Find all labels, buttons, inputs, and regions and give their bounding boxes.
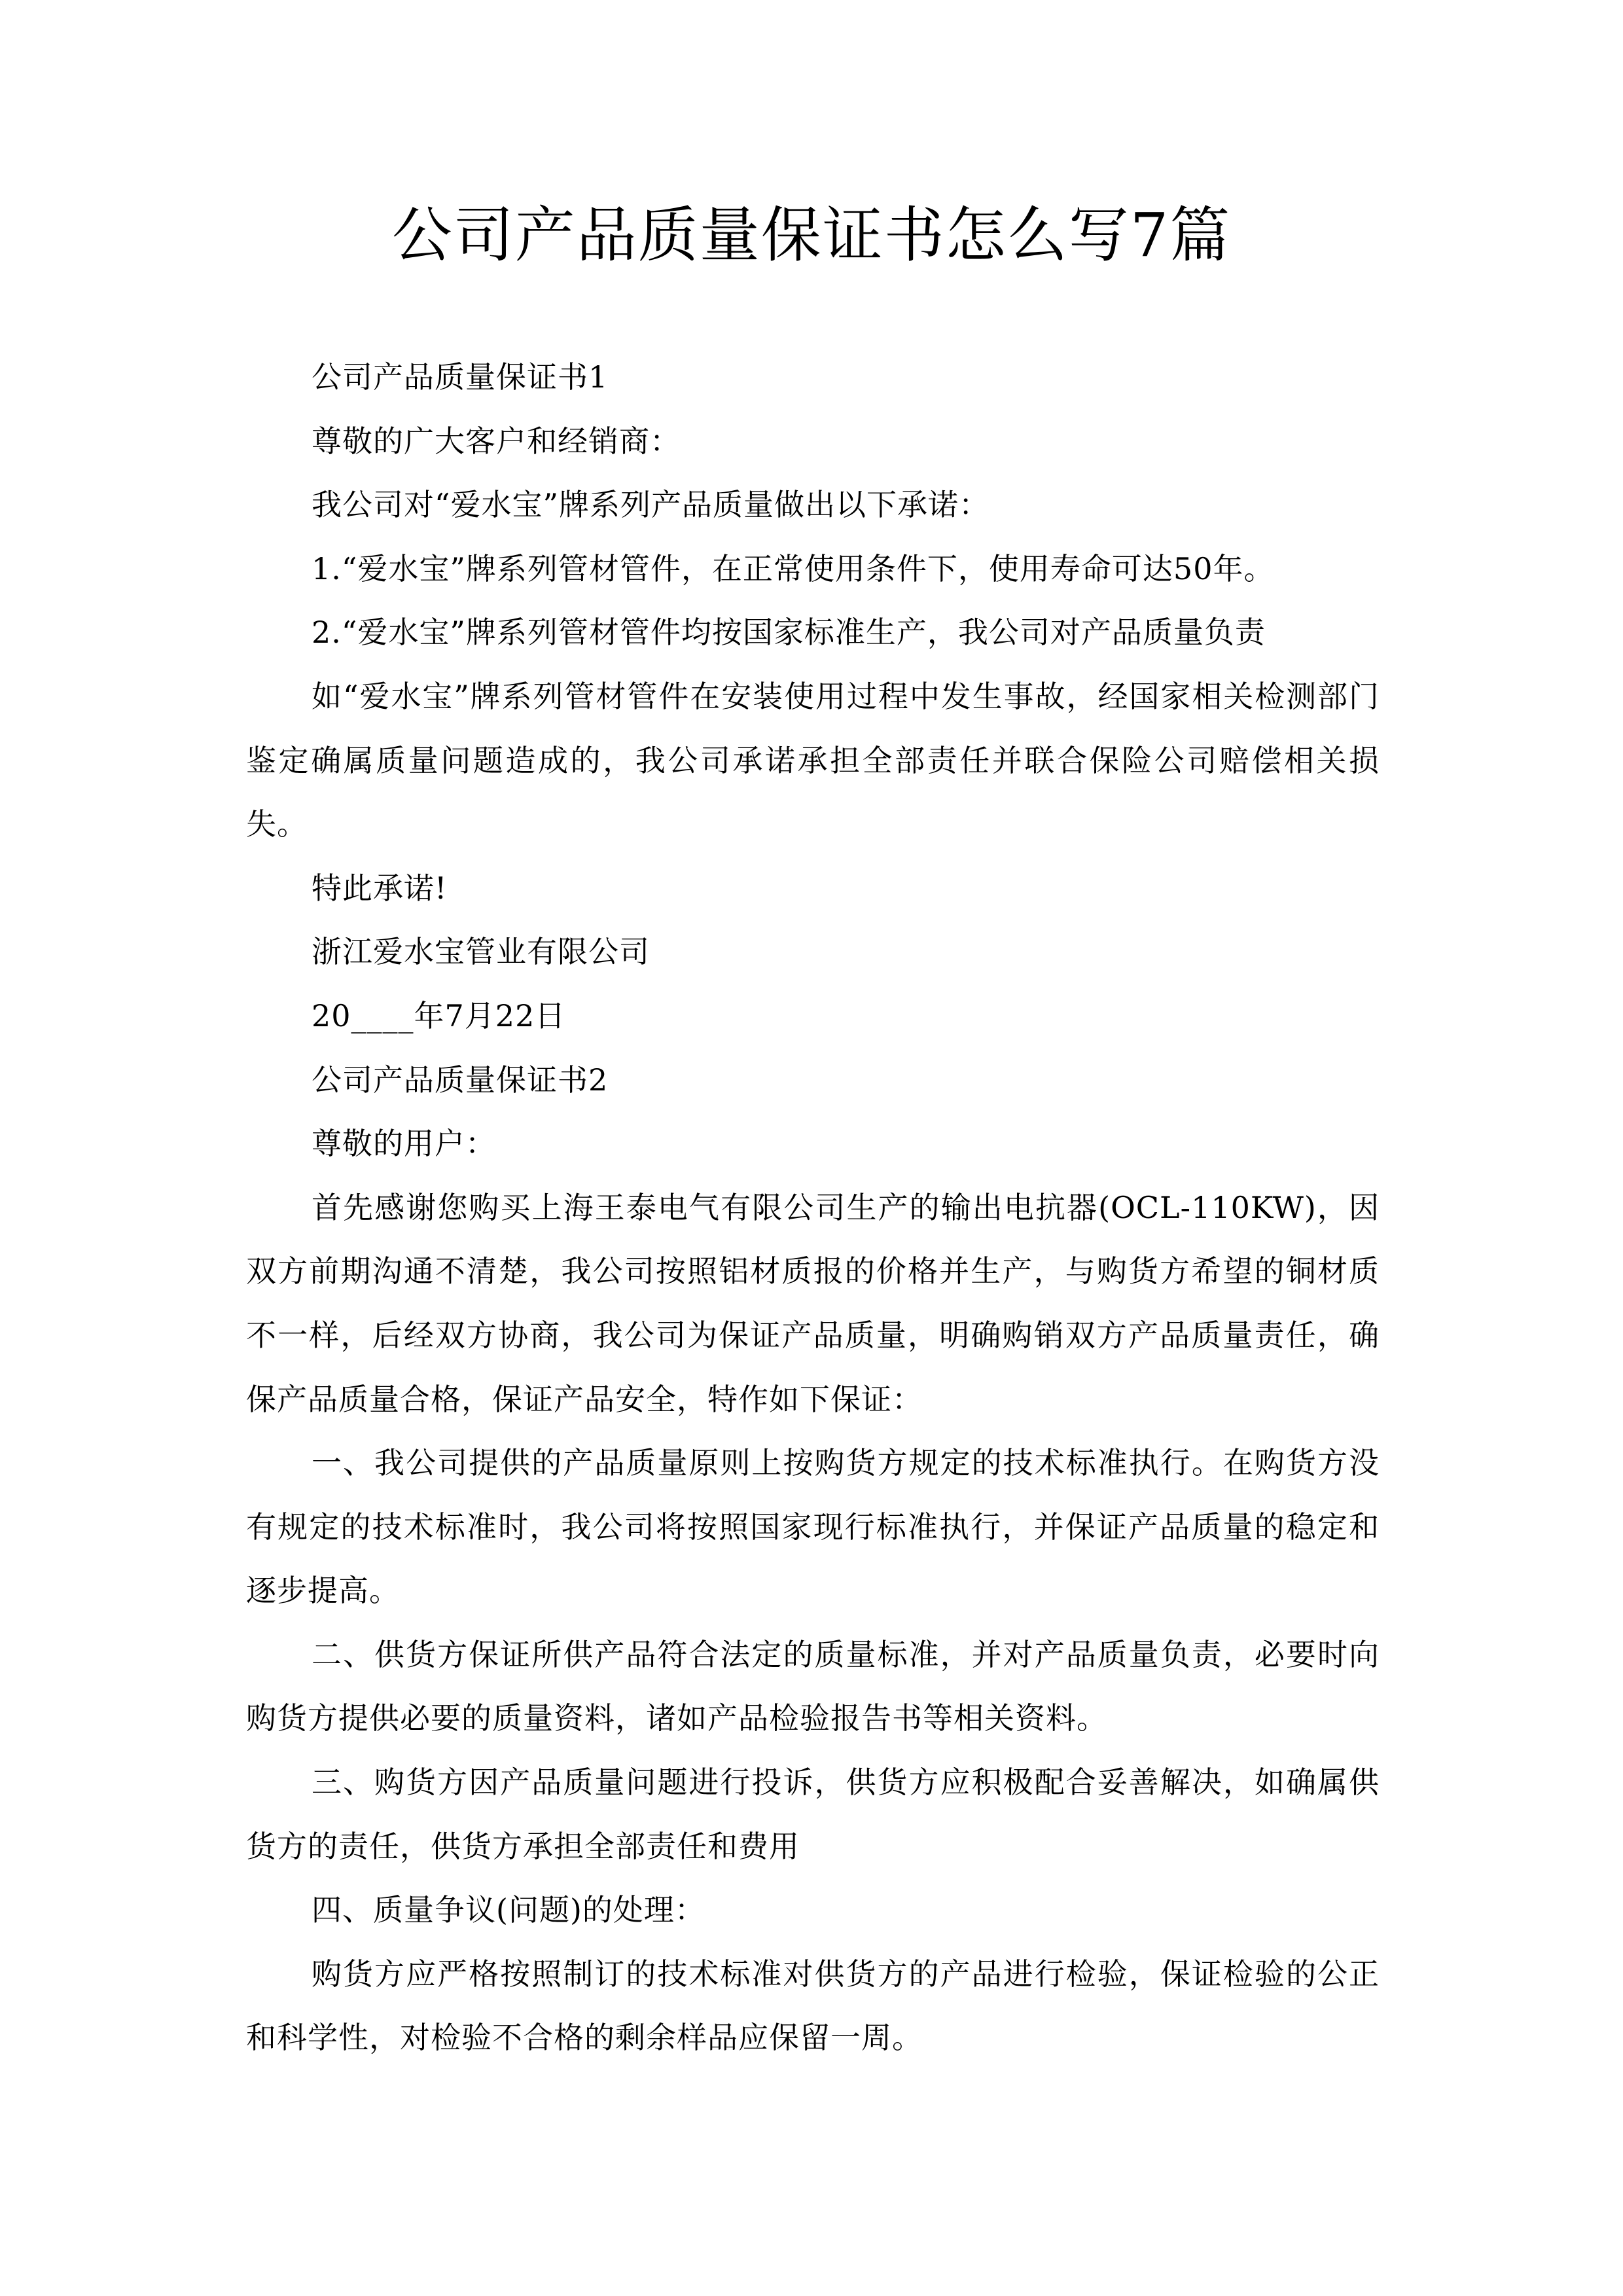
salutation: 尊敬的用户： — [312, 1126, 496, 1162]
list-item: 1.“爱水宝”牌系列管材管件，在正常使用条件下，使用寿命可达50年。 — [312, 550, 1275, 586]
section-heading-1: 公司产品质量保证书1 — [312, 359, 609, 395]
clause-2: 二、供货方保证所供产品符合法定的质量标准，并对产品质量负责，必要时向购货方提供必要的质量资料，诸如产品检验报告书等相关资料。 — [246, 1636, 1380, 1736]
closing: 特此承诺! — [312, 870, 448, 906]
paragraph: 我公司对“爱水宝”牌系列产品质量做出以下承诺： — [312, 487, 990, 523]
signature-date: 20____年7月22日 — [312, 997, 566, 1033]
paragraph: 购货方应严格按照制订的技术标准对供货方的产品进行检验，保证检验的公正和科学性，对检验不合格的剩余样品应保留一周。 — [246, 1956, 1380, 2056]
salutation: 尊敬的广大客户和经销商： — [312, 423, 681, 459]
document-body — [246, 346, 1380, 2070]
clause-4-heading: 四、质量争议(问题)的处理： — [312, 1892, 705, 1928]
signature-company: 浙江爱水宝管业有限公司 — [312, 934, 650, 970]
list-item: 2.“爱水宝”牌系列管材管件均按国家标准生产，我公司对产品质量负责 — [312, 615, 1266, 651]
section-heading-2: 公司产品质量保证书2 — [312, 1062, 609, 1098]
paragraph: 如“爱水宝”牌系列管材管件在安装使用过程中发生事故，经国家相关检测部门鉴定确属质量问题造成的，我公司承诺承担全部责任并联合保险公司赔偿相关损失。 — [246, 678, 1380, 842]
document-title: 公司产品质量保证书怎么写7篇 — [391, 200, 1232, 270]
clause-1: 一、我公司提供的产品质量原则上按购货方规定的技术标准执行。在购货方没有规定的技术标准时，我公司将按照国家现行标准执行，并保证产品质量的稳定和逐步提高。 — [246, 1445, 1380, 1609]
clause-3: 三、购货方因产品质量问题进行投诉，供货方应积极配合妥善解决，如确属供货方的责任，供货方承担全部责任和费用 — [246, 1765, 1380, 1864]
paragraph: 首先感谢您购买上海王泰电气有限公司生产的输出电抗器(OCL-110KW)，因双方前期沟通不清楚，我公司按照铝材质报的价格并生产，与购货方希望的铜材质不一样，后经双方协商，我公司为保证产品质量，明确购销双方产品质量责任，确保产品质量合格，保证产品安全，特作如下保证： — [246, 1189, 1380, 1417]
